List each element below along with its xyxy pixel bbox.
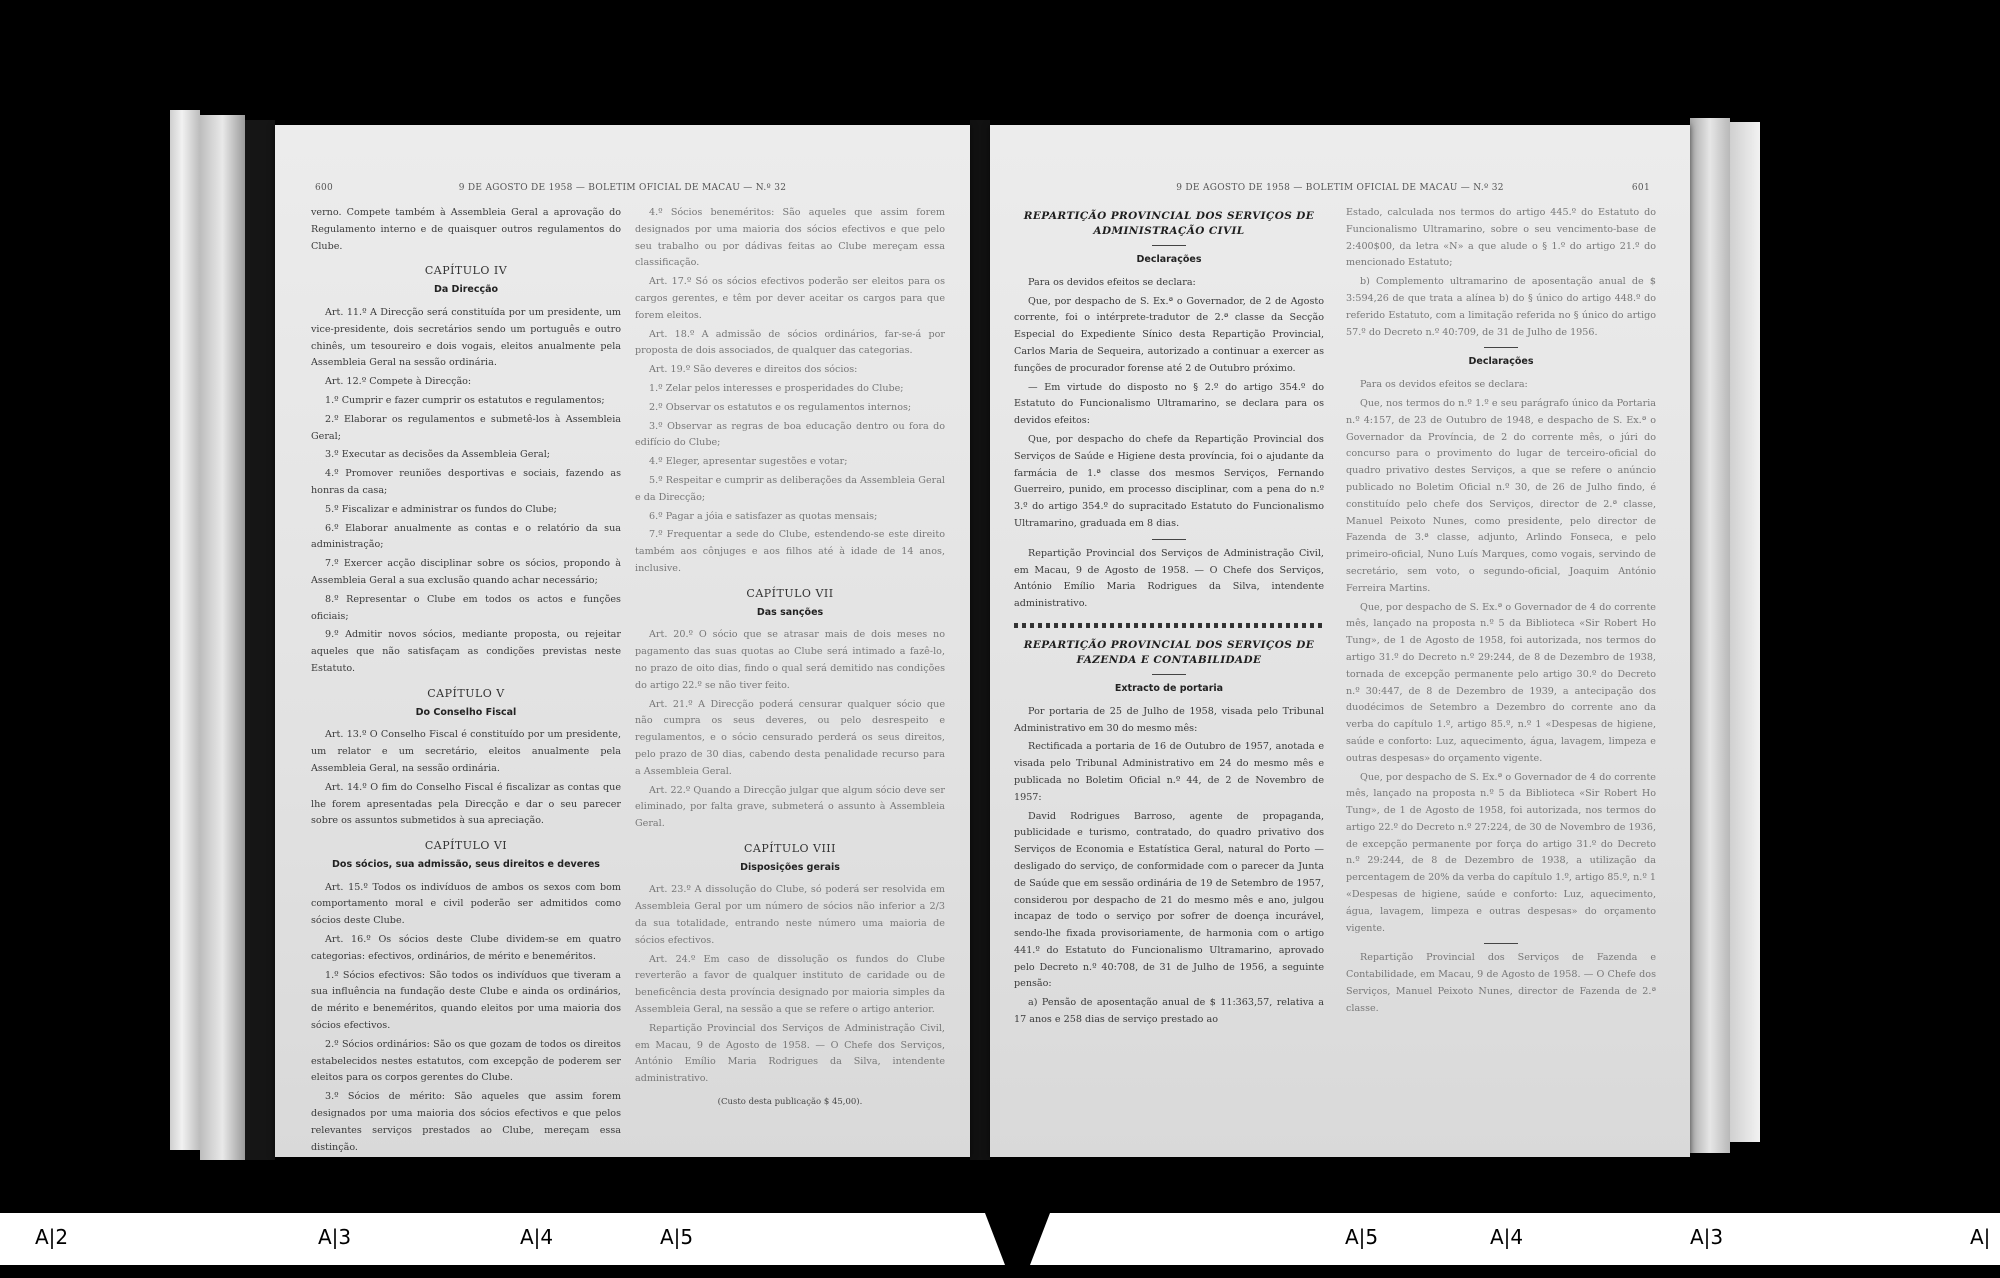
chapter-heading: CAPÍTULO V [427,686,505,700]
paragraph: 6.º Elaborar anualmente as contas e o relatório da sua administração; [311,522,621,551]
paragraph: 1.º Zelar pelos interesses e prosperidades do Clube; [649,382,904,394]
right-page-header-title: 9 DE AGOSTO DE 1958 — BOLETIM OFICIAL DE MACAU — N.º 32 [1176,183,1504,193]
paragraph: Art. 23.º A dissolução do Clube, só poderá ser resolvida em Assembleia Geral por um número de sócios não inferior a 2/3 da sua totalidade, entrando neste número uma maioria de sócios efectivos. [635,884,945,946]
ruler-mark-label: A| [1970,1225,1991,1249]
paragraph: 3.º Observar as regras de boa educação dentro ou fora do edifício do Clube; [635,420,945,449]
right-page-number: 601 [1631,183,1650,193]
paragraph: Repartição Provincial dos Serviços de Fazenda e Contabilidade, em Macau, 9 de Agosto de 1958. — O Chefe dos Serviços, Manuel Peixoto Nunes, director de Fazenda de 2.ª classe. [1346,952,1656,1014]
paragraph: Art. 18.º A admissão de sócios ordinários, far-se-á por proposta de dois associados, de qualquer das categorias. [635,328,945,357]
paragraph: — Em virtude do disposto no § 2.º do artigo 354.º do Estatuto do Funcionalismo Ultramarino, se declara para os devidos efeitos: [1014,381,1324,427]
ruler-strip-left [0,1213,1005,1265]
chapter-heading: CAPÍTULO VIII [743,841,836,855]
paragraph: 4.º Eleger, apresentar sugestões e votar; [649,456,848,468]
paragraph: 5.º Respeitar e cumprir as deliberações da Assembleia Geral e da Direcção; [635,474,945,503]
paragraph: verno. Compete também à Assembleia Geral a aprovação do Regulamento interno e de quaisquer outros regulamentos do Clube. [311,207,621,252]
section-separator [1014,623,1324,628]
department-heading: REPARTIÇÃO PROVINCIAL DOS SERVIÇOS DE FAZENDA E CONTABILIDADE [1023,638,1315,666]
right-page-edges-outer [1730,122,1760,1142]
paragraph: 6.º Pagar a jóia e satisfazer as quotas mensais; [649,510,878,522]
left-page [275,125,970,1157]
left-page-column-2 [635,205,945,1111]
chapter-heading: CAPÍTULO VI [424,839,508,853]
paragraph: 2.º Sócios ordinários: São os que gozam de todos os direitos estabelecidos nestes estatutos, com excepção de poderem ser eleitos para os corpos gerentes do Clube. [311,1038,621,1084]
section-subheading: Declarações [1136,254,1202,265]
publication-cost: (Custo desta publicação $ 45,00). [717,1097,863,1108]
ruler-mark-label: A|4 [520,1225,554,1249]
paragraph: Art. 21.º A Direcção poderá censurar qualquer sócio que não cumpra os seus deveres, ou pelo desrespeito e regulamentos, e o sócio censurado perderá os seus direitos, pelo prazo de 30 dias, cabendo desta penalidade recurso para a Assembleia Geral. [635,698,945,777]
paragraph: Que, por despacho de S. Ex.ª o Governador, de 2 de Agosto corrente, foi o intérprete-tradutor de 2.ª classe da Secção Especial do Expediente Sínico desta Repartição Provincial, Carlos Maria de Sequeira, autorizado a continuar a exercer as funções de procurador forense até 2 de Outubro próximo. [1014,295,1324,374]
paragraph: Para os devidos efeitos se declara: [1360,379,1528,391]
paragraph: 8.º Representar o Clube em todos os actos e funções oficiais; [311,593,621,622]
paragraph: Que, por despacho de S. Ex.ª o Governador de 4 do corrente mês, lançado na proposta n.º 5 da Biblioteca «Sir Robert Ho Tung», de 1 de Agosto de 1958, foi autorizada, nos termos do artigo 22.º do Decreto n.º 27:224, de 30 de Novembro de 1936, de excepção permanente por força do artigo 31.º do Decreto n.º 29:244, de 8 de Dezembro de 1938, a utilização da percentagem de 20% da verba do capítulo 1.º, artigo 85.º, n.º 1 «Despesas de higiene, saúde e conforto: Luz, aquecimento, água, lavagem, limpeza e outras despesas» do orçamento vigente. [1346,771,1656,934]
section-subheading: Da Direcção [433,284,499,296]
paragraph: 7.º Exercer acção disciplinar sobre os sócios, propondo à Assembleia Geral a sua exclusão quando achar necessário; [311,558,621,586]
paragraph: 1.º Sócios efectivos: São todos os indivíduos que tiveram a sua influência na fundação deste Clube e ainda os ordinários, de mérito e beneméritos, quando eleitos por uma maioria dos sócios efectivos. [311,969,621,1032]
paragraph: 4.º Promover reuniões desportivas e sociais, fazendo as honras da casa; [311,468,621,496]
paragraph: Art. 15.º Todos os indivíduos de ambos os sexos com bom comportamento moral e civil poderão ser admitidos como sócios deste Clube. [311,881,621,927]
left-page-edges [170,110,200,1150]
paragraph: Art. 13.º O Conselho Fiscal é constituído por um presidente, um relator e um secretário, eleitos anualmente pela Assembleia Geral, na sessão ordinária. [311,729,621,774]
paragraph: 3.º Executar as decisões da Assembleia Geral; [325,449,551,461]
paragraph: Art. 16.º Os sócios deste Clube dividem-se em quatro categorias: efectivos, ordinários, de mérito e beneméritos. [311,934,621,962]
chapter-heading: CAPÍTULO IV [424,264,508,278]
chapter-heading: CAPÍTULO VII [746,586,834,600]
paragraph: Para os devidos efeitos se declara: [1028,276,1196,288]
ruler-mark-label: A|2 [35,1225,69,1249]
paragraph: Que, por despacho de S. Ex.ª o Governador de 4 do corrente mês, lançado na proposta n.º 5 da Biblioteca «Sir Robert Ho Tung», de 1 de Agosto de 1958, foi autorizada, nos termos do artigo 31.º do Decreto n.º 29:244, de 8 de Dezembro de 1938, tornada de excepção permanente pelo artigo 30.º do Decreto n.º 30:447, de 8 de Dezembro de 1939, a antecipação dos duodécimos de Setembro a Dezembro do corrente ano da verba do capítulo 1.º, artigo 85.º, n.º 1 «Despesas de higiene, saúde e conforto: Luz, aquecimento, água, lavagem, limpeza e outras despesas» do orçamento vigente. [1346,601,1656,764]
right-page-column-1 [1014,205,1324,1031]
divider-rule [1152,539,1186,540]
divider-rule [1152,674,1186,675]
paragraph: Repartição Provincial dos Serviços de Administração Civil, em Macau, 9 de Agosto de 1958. — O Chefe dos Serviços, António Emílio Maria Rodrigues da Silva, intendente administrativo. [635,1022,945,1085]
ruler-mark-label: A|5 [660,1225,694,1249]
left-page-number: 600 [315,183,334,193]
paragraph: b) Complemento ultramarino de aposentação anual de $ 3:594,26 de que trata a alínea b) do § único do artigo 448.º do referido Estatuto, com a limitação referida no § único do artigo 57.º do Decreto n.º 40:709, de 31 de Julho de 1956. [1346,276,1656,338]
paragraph: Art. 24.º Em caso de dissolução os fundos do Clube reverterão a favor de qualquer instituto de caridade ou de beneficência desta província designado por maioria simples da Assembleia Geral, na sessão a que se refere o artigo anterior. [635,953,945,1016]
book-gutter [970,120,990,1160]
paragraph: Rectificada a portaria de 16 de Outubro de 1957, anotada e visada pelo Tribunal Administrativo em 24 do mesmo mês e publicada no Boletim Oficial n.º 44, de 2 de Novembro de 1957: [1014,741,1324,803]
paragraph: Por portaria de 25 de Julho de 1958, visada pelo Tribunal Administrativo em 30 do mesmo mês: [1014,705,1324,734]
paragraph: Art. 11.º A Direcção será constituída por um presidente, um vice-presidente, dois secretários sendo um português e outro chinês, um tesoureiro e dois vogais, eleitos anualmente pela Assembleia Geral na sessão ordinária. [311,306,621,369]
paragraph: Estado, calculada nos termos do artigo 445.º do Estatuto do Funcionalismo Ultramarino, sobre o seu vencimento-base de 2:400$00, da letra «N» a que alude o § 1.º do artigo 21.º do mencionado Estatuto; [1346,207,1656,269]
ruler-mark-label: A|3 [1690,1225,1724,1249]
paragraph: Art. 19.º São deveres e direitos dos sócios: [649,364,858,376]
paragraph: 4.º Sócios beneméritos: São aqueles que assim forem designados por uma maioria dos sócios efectivos e que pelo seu trabalho ou por dádivas feitas ao Clube mereçam essa classificação. [635,207,945,269]
left-page-column-1 [311,205,621,1158]
section-subheading: Do Conselho Fiscal [415,706,517,718]
paragraph: Art. 22.º Quando a Direcção julgar que algum sócio deve ser eliminado, por falta grave, submeterá o assunto à Assembleia Geral. [635,784,945,830]
section-subheading: Extracto de portaria [1114,682,1224,694]
left-page-edges-inner [200,115,245,1160]
paragraph: 1.º Cumprir e fazer cumprir os estatutos e regulamentos; [325,394,605,406]
paragraph: Art. 12.º Compete à Direcção: [325,376,472,388]
paragraph: Art. 20.º O sócio que se atrasar mais de dois meses no pagamento das suas quotas ao Clube será intimado a fazê-lo, no prazo de oito dias, findo o qual será demitido nas condições do artigo 22.º se não tiver feito. [635,629,945,691]
ruler-mark-label: A|5 [1345,1225,1379,1249]
right-page [990,125,1690,1157]
paragraph: a) Pensão de aposentação anual de $ 11:363,57, relativa a 17 anos e 258 dias de serviço prestado ao [1014,997,1324,1026]
paragraph: 9.º Admitir novos sócios, mediante proposta, ou rejeitar aqueles que não satisfaçam as condições previstas neste Estatuto. [311,629,621,674]
department-heading: REPARTIÇÃO PROVINCIAL DOS SERVIÇOS DE ADMINISTRAÇÃO CIVIL [1023,210,1315,237]
paragraph: Que, por despacho do chefe da Repartição Provincial dos Serviços de Saúde e Higiene desta província, foi o ajudante da farmácia de 1.ª classe dos mesmos Serviços, Fernando Guerreiro, punido, em processo disciplinar, com a pena do n.º 3.º do artigo 354.º do supracitado Estatuto do Funcionalismo Ultramarino, graduada em 8 dias. [1014,433,1324,529]
paragraph: David Rodrigues Barroso, agente de propaganda, publicidade e turismo, contratado, do quadro privativo dos Serviços de Economia e Estatística Geral, natural do Porto — desligado do serviço, de conformidade com o parecer da Junta de Saúde que em sessão ordinária de 19 de Setembro de 1957, considerou por despacho de 21 do mesmo mês e ano, julgou incapaz de todo o serviço por sofrer de doença incurável, sendo-lhe fixada provisoriamente, de harmonia com o artigo 441.º do Estatuto do Funcionalismo Ultramarino, aprovado pelo Decreto n.º 40:708, de 31 de Julho de 1956, a seguinte pensão: [1014,810,1324,990]
paragraph: 3.º Sócios de mérito: São aqueles que assim forem designados por uma maioria dos sócios efectivos e que pelos relevantes serviços prestados ao Clube, mereçam essa distinção. [311,1091,621,1153]
ruler-mark-label: A|3 [318,1225,352,1249]
right-page-edges [1690,118,1730,1153]
paragraph: 2.º Observar os estatutos e os regulamentos internos; [649,401,912,413]
divider-rule [1484,943,1518,944]
paragraph: Art. 17.º Só os sócios efectivos poderão ser eleitos para os cargos gerentes, e têm por dever aceitar os cargos para que forem eleitos. [635,276,945,321]
ruler-mark-label: A|4 [1490,1225,1524,1249]
right-page-column-2 [1346,205,1656,1020]
paragraph: Repartição Provincial dos Serviços de Administração Civil, em Macau, 9 de Agosto de 1958. — O Chefe dos Serviços, António Emílio Maria Rodrigues da Silva, intendente administrativo. [1014,547,1324,610]
section-subheading: Declarações [1468,356,1534,368]
left-page-header-title: 9 DE AGOSTO DE 1958 — BOLETIM OFICIAL DE MACAU — N.º 32 [458,183,787,193]
paragraph: 7.º Frequentar a sede do Clube, estendendo-se este direito também aos cônjuges e aos filhos até à idade de 14 anos, inclusive. [635,529,945,574]
paragraph: Art. 14.º O fim do Conselho Fiscal é fiscalizar as contas que lhe forem apresentadas pela Direcção e dar o seu parecer sobre os assuntos submetidos à sua apreciação. [311,781,621,827]
section-subheading: Das sanções [756,606,824,618]
paragraph: 5.º Fiscalizar e administrar os fundos do Clube; [325,503,557,515]
paragraph: Que, nos termos do n.º 1.º e seu parágrafo único da Portaria n.º 4:157, de 23 de Outubro de 1948, e despacho de S. Ex.ª o Governador da Província, de 2 do corrente mês, o júri do concurso para o provimento do lugar de terceiro-oficial do quadro privativo destes Serviços, a que se refere o anúncio publicado no Boletim Oficial n.º 30, de 26 de Julho findo, é constituído pelo chefe dos Serviços, director de 2.ª classe, Manuel Peixoto Nunes, como presidente, pelo director de Fazenda de 3.ª classe, adjunto, Arlindo Fonseca, e pelo primeiro-oficial, Nuno Luís Marques, como vogais, servindo de secretário, sem voto, o segundo-oficial, Joaquim António Ferreira Martins. [1346,397,1656,594]
left-cover-dark [245,120,275,1160]
divider-rule [1152,245,1186,246]
section-subheading: Dos sócios, sua admissão, seus direitos e deveres [332,858,600,870]
section-subheading: Disposições gerais [740,861,840,873]
divider-rule [1484,347,1518,348]
paragraph: 2.º Elaborar os regulamentos e submetê-los à Assembleia Geral; [311,413,621,442]
